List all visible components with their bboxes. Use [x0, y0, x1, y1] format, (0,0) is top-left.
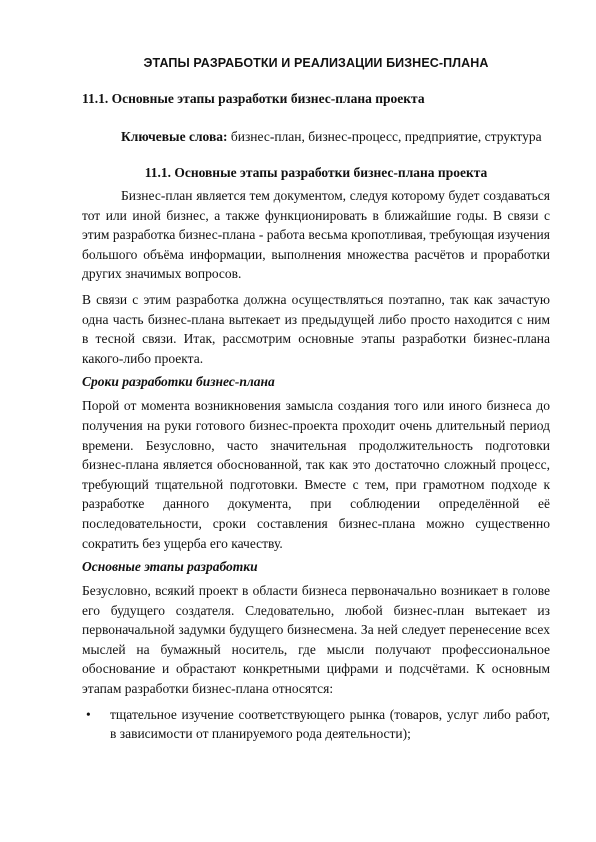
- list-item: [82, 705, 550, 744]
- paragraph-stages: В связи с этим разработка должна осуществляться поэтапно, так как зачастую одна часть бизнес-плана вытекает из предыдущей либо просто находится с ним в тесной связи. Итак, рассмотрим основные этапы разработки бизнес-плана какого-либо проекта.: [82, 291, 550, 366]
- subheading-timeline: Сроки разработки бизнес-плана: [82, 374, 275, 390]
- keywords-text: бизнес-план, бизнес-процесс, предприятие, структура: [227, 129, 542, 144]
- keywords-line: [82, 127, 550, 146]
- paragraph-main-stages: Безусловно, всякий проект в области бизнеса первоначально возникает в голове его будущего создателя. Следовательно, любой бизнес-план вытекает из первоначальной задумки будущего бизнесмена. За ней следует перенесение всех мыслей на бумажный носитель, где мысли получают профессиональное обоснование и обрастают конкретными цифрами и подсчётами. К основным этапам разработки бизнес-плана относятся:: [82, 583, 550, 697]
- paragraph-intro: Бизнес-план является тем документом, следуя которому будет создаваться тот или иной бизнес, а также функционировать в ближайшие годы. В связи с этим разработка бизнес-плана - работа весьма кропотливая, требующая изучения большого объёма информации, выполнения множества расчётов и проработки других значимых вопросов.: [82, 188, 550, 282]
- stages-list: [82, 705, 550, 744]
- section-heading-centered: 11.1. Основные этапы разработки бизнес-плана проекта: [144, 165, 488, 180]
- list-item-text: тщательное изучение соответствующего рынка (товаров, услуг либо работ, в зависимости от планируемого рода деятельности);: [110, 706, 550, 742]
- subheading-main-stages: Основные этапы разработки: [82, 559, 258, 575]
- bullet-icon: •: [86, 706, 91, 722]
- keywords-label: Ключевые слова:: [121, 129, 228, 144]
- document-title: ЭТАПЫ РАЗРАБОТКИ И РЕАЛИЗАЦИИ БИЗНЕС-ПЛАНА: [143, 56, 489, 70]
- section-heading: 11.1. Основные этапы разработки бизнес-плана проекта: [82, 91, 425, 106]
- paragraph-timeline: Порой от момента возникновения замысла создания того или иного бизнеса до получения на руки готового бизнес-проекта проходит очень длительный период времени. Безусловно, часто значительная продолжительность подготовки бизнес-плана является обоснованной, так как это достаточно сложный процесс, требующий тщательной подготовки. Вместе с тем, при грамотном подходе к разработке данного документа, при соблюдении определённой её последовательности, сроки составления бизнес-плана можно существенно сократить без ущерба его качеству.: [82, 398, 550, 551]
